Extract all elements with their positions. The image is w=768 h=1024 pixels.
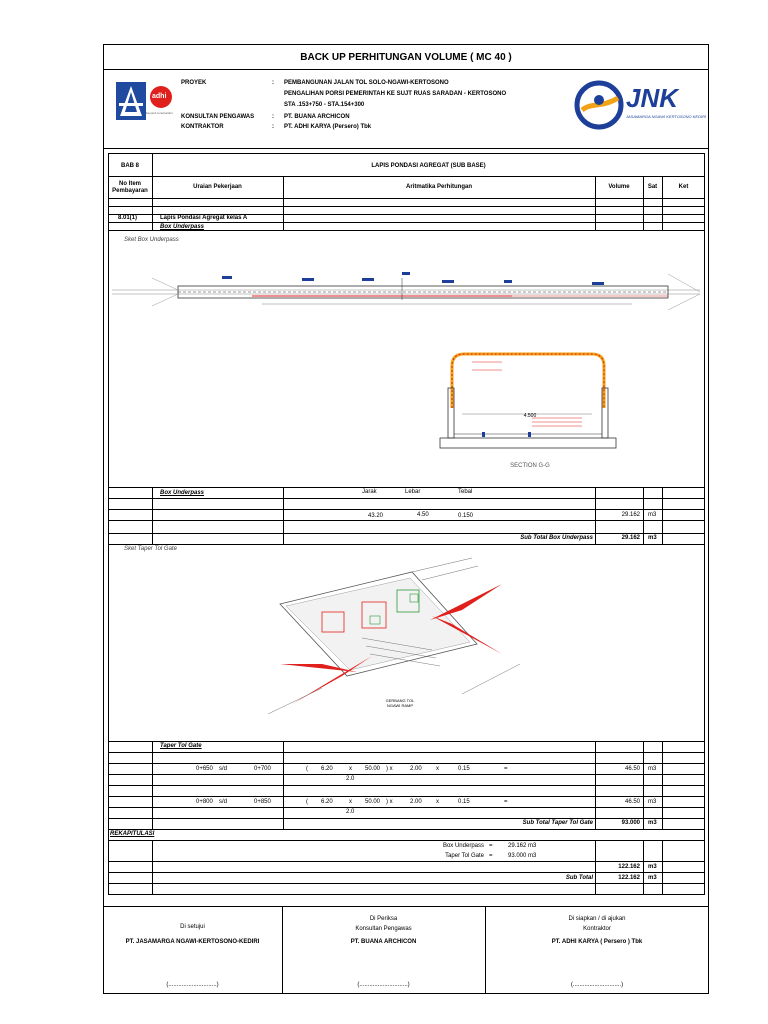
box-subtotal-unit: m3	[648, 535, 657, 541]
taper-open: (	[306, 799, 308, 805]
signature-line2: Kontraktor	[583, 926, 611, 932]
taper-unit: m3	[648, 766, 657, 772]
colon: :	[272, 114, 274, 120]
box-subtotal-value: 29.162	[621, 535, 640, 541]
col-header-aritmatika: Aritmatika Perhitungan	[405, 184, 472, 190]
label-proyek: PROYEK	[181, 80, 207, 86]
taper-eq: =	[504, 766, 508, 772]
col-header-volume: Volume	[608, 184, 630, 190]
taper-c: 2.00	[410, 799, 422, 805]
rekap-heading: REKAPITULASI	[110, 831, 155, 837]
proyek-line-2: PENGALIHAN PORSI PEMERINTAH KE SUJT RUAS SARADAN - KERTOSONO	[284, 91, 507, 97]
col-header-item: No Item Pembayaran	[112, 181, 148, 194]
taper-from: 0+800	[196, 799, 213, 805]
col-lebar: Lebar	[405, 489, 421, 495]
taper-unit: m3	[648, 799, 657, 805]
proyek-line-3: STA .153+750 - STA.154+300	[284, 102, 365, 108]
konsultan-value: PT. BUANA ARCHICON	[284, 114, 350, 120]
rekap-taper-label: Taper Tol Gate	[445, 853, 484, 859]
taper-eq: =	[504, 799, 508, 805]
taper-c: 2.00	[410, 766, 422, 772]
jnk-logo-mark	[574, 80, 624, 130]
gerbang-label: GERBANG TOL NGAWI RAMP	[385, 698, 415, 708]
signature-line1: Di setujui	[180, 924, 205, 930]
section-g-g-label: SECTION G-G	[510, 463, 550, 469]
jnk-logo-sub: JASAMARGA NGAWI KERTOSONO KEDIRI	[626, 114, 707, 119]
taper-sd: s/d	[219, 766, 228, 772]
box-underpass-calc-heading: Box Underpass	[160, 490, 205, 496]
colon: :	[272, 80, 274, 86]
taper-sd: s/d	[219, 799, 228, 805]
box-underpass-plan-drawing	[112, 264, 700, 320]
col-jarak: Jarak	[362, 489, 377, 495]
taper-volume: 46.50	[624, 799, 640, 805]
signature-line1: Di siapkan / di ajukan	[568, 916, 626, 922]
box-jarak-value: 43.20	[368, 513, 384, 519]
taper-to: 0+700	[254, 766, 271, 772]
adhi-logo-text: adhi	[152, 93, 167, 100]
box-lebar-value: 4.50	[417, 512, 429, 518]
sketch-label-box: Sket Box Underpass	[124, 237, 179, 243]
taper-x: x	[349, 766, 352, 772]
taper-x: x	[436, 766, 439, 772]
taper-x: x	[436, 799, 439, 805]
taper-divisor: 2.0	[346, 809, 355, 815]
signature-line2: Konsultan Pengawas	[355, 926, 412, 932]
rekap-box-value: 29.162 m3	[508, 843, 537, 849]
rekap-subtotal-unit: m3	[648, 875, 657, 881]
kontraktor-value: PT. ADHI KARYA (Persero) Tbk	[284, 124, 372, 130]
taper-open: (	[306, 766, 308, 772]
box-unit: m3	[648, 512, 657, 518]
section-dim-label: 4.500	[523, 413, 537, 419]
taper-volume: 46.50	[624, 766, 640, 772]
signature-blank: (.............................)	[357, 982, 410, 988]
taper-to: 0+850	[254, 799, 271, 805]
colon: :	[272, 124, 274, 130]
box-underpass-heading: Box Underpass	[160, 224, 205, 230]
rekap-subtotal-label: Sub Total	[565, 875, 593, 881]
signature-org: PT. ADHI KARYA ( Persero ) Tbk	[551, 939, 643, 945]
section-g-g-drawing	[432, 348, 622, 458]
col-tebal: Tebal	[458, 489, 473, 495]
taper-d: 0.15	[458, 799, 470, 805]
rekap-total: 122.162	[618, 864, 640, 870]
document-title: BACK UP PERHITUNGAN VOLUME ( MC 40 )	[300, 52, 512, 63]
col-header-sat: Sat	[647, 184, 658, 190]
taper-divisor: 2.0	[346, 776, 355, 782]
taper-a: 6.20	[321, 766, 333, 772]
taper-from: 0+650	[196, 766, 213, 772]
signature-org: PT. JASAMARGA NGAWI-KERTOSONO-KEDIRI	[125, 939, 260, 945]
bab-label: BAB 8	[121, 163, 140, 169]
col-header-uraian: Uraian Pekerjaan	[193, 184, 242, 190]
signature-line1: Di Periksa	[369, 916, 398, 922]
label-kontraktor: KONTRAKTOR	[181, 124, 224, 130]
taper-close: ) x	[386, 766, 393, 772]
taper-subtotal-value: 93.000	[621, 820, 640, 826]
sketch-label-taper: Sket Taper Tol Gate	[124, 546, 177, 552]
adhi-logo	[150, 86, 172, 108]
taper-subtotal-unit: m3	[648, 820, 657, 826]
signature-blank: (.............................)	[166, 982, 219, 988]
rekap-box-eq: =	[489, 843, 493, 849]
item-no: 8.01(1)	[118, 215, 138, 221]
taper-d: 0.15	[458, 766, 470, 772]
rekap-box-label: Box Underpass	[442, 843, 484, 849]
taper-x: x	[349, 799, 352, 805]
item-desc: Lapis Pondasi Agregat kelas A	[160, 215, 248, 221]
taper-b: 50.00	[365, 799, 381, 805]
taper-close: ) x	[386, 799, 393, 805]
signature-blank: (.............................)	[570, 982, 624, 988]
taper-b: 50.00	[365, 766, 381, 772]
col-header-ket: Ket	[678, 184, 689, 190]
box-subtotal-label: Sub Total Box Underpass	[520, 535, 593, 541]
jnk-logo-text: JNK	[626, 83, 679, 113]
bab-title: LAPIS PONDASI AGREGAT (SUB BASE)	[371, 163, 486, 169]
rekap-taper-eq: =	[489, 853, 493, 859]
rekap-total-unit: m3	[648, 864, 657, 870]
tol-road-logo	[116, 82, 146, 120]
taper-subtotal-label: Sub Total Taper Tol Gate	[522, 820, 593, 826]
taper-heading: Taper Tol Gate	[160, 743, 202, 749]
box-volume-value: 29.162	[621, 512, 640, 518]
rekap-taper-value: 93.000 m3	[508, 853, 537, 859]
adhi-logo-sub: beyond construction	[146, 111, 173, 115]
signature-org: PT. BUANA ARCHICON	[350, 939, 417, 945]
label-konsultan: KONSULTAN PENGAWAS	[181, 114, 255, 120]
rekap-subtotal-value: 122.162	[618, 875, 640, 881]
proyek-line-1: PEMBANGUNAN JALAN TOL SOLO-NGAWI-KERTOSONO	[284, 80, 449, 86]
box-tebal-value: 0.150	[458, 513, 474, 519]
taper-a: 6.20	[321, 799, 333, 805]
